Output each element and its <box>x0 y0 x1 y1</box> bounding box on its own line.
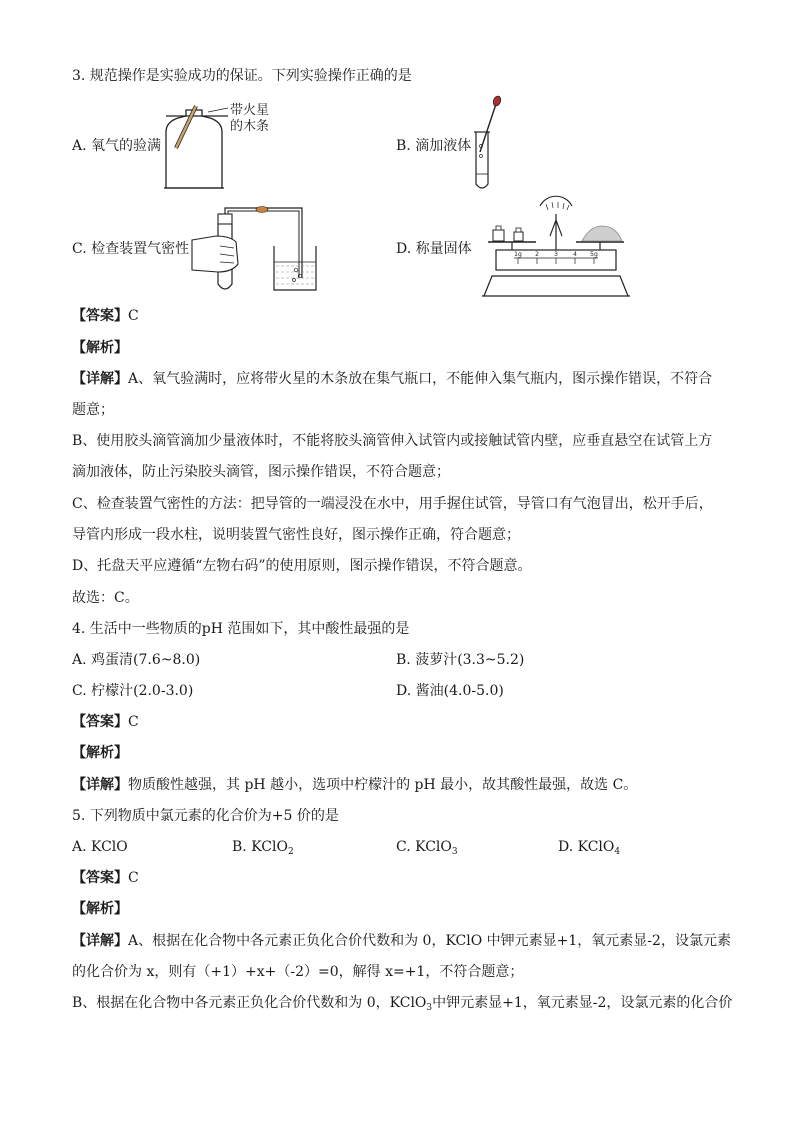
dropper-figure <box>466 94 506 194</box>
q5-option-c-subscript: 3 <box>451 847 458 857</box>
answer-tag: 【答案】 <box>72 308 128 324</box>
q4-answer-line <box>72 712 139 732</box>
q5-analysis-tag: 【解析】 <box>72 901 128 917</box>
balance-scale-label: 1g <box>514 251 522 258</box>
airtightness-figure <box>190 200 320 296</box>
q5-option-b-text: B. KClO <box>232 839 288 855</box>
q5-detail-text-3a: B、根据在化合物中各元素正负化合价代数和为 0，KClO <box>72 995 427 1011</box>
q5-option-b <box>232 837 294 862</box>
q3-detail-line-3: B、使用胶头滴管滴加少量液体时，不能将胶头滴管伸入试管内或接触试管内壁，应垂直悬空在试管上方 <box>72 433 713 449</box>
detail-tag: 【详解】 <box>72 777 128 793</box>
answer-value: C <box>128 870 139 886</box>
q3-analysis-tag: 【解析】 <box>72 340 128 356</box>
q5-option-c <box>396 837 458 862</box>
figure-a-label-line1: 带火星 <box>230 103 270 118</box>
balance-figure <box>478 196 634 300</box>
q5-detail-text-1: A、根据在化合物中各元素正负化合价代数和为 0，KClO 中钾元素显+1，氧元素显-2，设氯元素 <box>128 933 731 949</box>
q3-answer-line <box>72 306 139 326</box>
figure-a-label-line2: 的木条 <box>230 119 270 134</box>
q5-option-d <box>558 837 620 862</box>
q5-stem: 5. 下列物质中氯元素的化合价为+5 价的是 <box>72 808 339 824</box>
detail-tag: 【详解】 <box>72 371 128 387</box>
balance-scale-label: 5g <box>590 251 598 258</box>
q4-detail-text: 物质酸性越强，其 pH 越小，选项中柠檬汁的 pH 最小，故其酸性最强，故选 C。 <box>128 777 638 793</box>
q3-option-d: D. 称量固体 <box>396 241 472 257</box>
q5-option-b-subscript: 2 <box>287 847 294 857</box>
q5-detail-line-2: 的化合价为 x，则有（+1）+x+（-2）=0，解得 x=+1，不符合题意； <box>72 964 524 980</box>
detail-tag: 【详解】 <box>72 933 128 949</box>
q3-detail-line-4: 滴加液体，防止污染胶头滴管，图示操作错误，不符合题意； <box>72 464 450 480</box>
q4-stem: 4. 生活中一些物质的pH 范围如下，其中酸性最强的是 <box>72 621 410 637</box>
q3-conclusion: 故选：C。 <box>72 590 139 606</box>
q4-option-d: D. 酱油(4.0-5.0) <box>396 683 504 699</box>
balance-scale-label: 2 <box>535 251 539 258</box>
q4-option-a: A. 鸡蛋清(7.6~8.0) <box>72 652 201 668</box>
q3-detail-line-7: D、托盘天平应遵循“左物右码”的使用原则，图示操作错误，不符合题意。 <box>72 558 532 574</box>
q5-detail-text-3b: 中钾元素显+1，氧元素显-2，设氯元素的化合价 <box>432 995 733 1011</box>
q5-detail-subscript: 3 <box>426 1003 433 1013</box>
q5-option-d-text: D. KClO <box>558 839 615 855</box>
answer-value: C <box>128 308 139 324</box>
balance-scale-label: 4 <box>573 251 577 258</box>
q5-option-a-text: A. KClO <box>72 839 128 855</box>
q5-option-a <box>72 837 128 857</box>
q4-option-c: C. 柠檬汁(2.0-3.0) <box>72 683 194 699</box>
q3-detail-line-1 <box>72 369 712 389</box>
q3-stem: 3. 规范操作是实验成功的保证。下列实验操作正确的是 <box>72 68 412 84</box>
balance-scale-label: 3 <box>554 251 558 258</box>
q5-answer-line <box>72 868 139 888</box>
q5-option-d-subscript: 4 <box>614 847 621 857</box>
q4-analysis-tag: 【解析】 <box>72 745 128 761</box>
answer-tag: 【答案】 <box>72 870 128 886</box>
q3-detail-text-1: A、氧气验满时，应将带火星的木条放在集气瓶口，不能伸入集气瓶内，图示操作错误，不符合 <box>128 371 713 387</box>
q3-option-a: A. 氧气的验满 <box>72 138 162 154</box>
q4-option-b: B. 菠萝汁(3.3~5.2) <box>396 652 525 668</box>
q3-detail-line-6: 导管内形成一段水柱，说明装置气密性良好，图示操作正确，符合题意； <box>72 527 520 543</box>
answer-value: C <box>128 714 139 730</box>
answer-tag: 【答案】 <box>72 714 128 730</box>
q5-option-c-text: C. KClO <box>396 839 452 855</box>
q5-detail-line-3 <box>72 993 732 1018</box>
q3-option-b: B. 滴加液体 <box>396 138 472 154</box>
q4-detail-line <box>72 775 637 795</box>
oxygen-test-figure <box>150 100 280 192</box>
q3-detail-line-2: 题意； <box>72 402 114 418</box>
q3-detail-line-5: C、检查装置气密性的方法：把导管的一端浸没在水中，用手握住试管，导管口有气泡冒出，松开手后， <box>72 496 713 512</box>
q5-detail-line-1 <box>72 931 731 951</box>
q3-option-c: C. 检查装置气密性 <box>72 241 190 257</box>
